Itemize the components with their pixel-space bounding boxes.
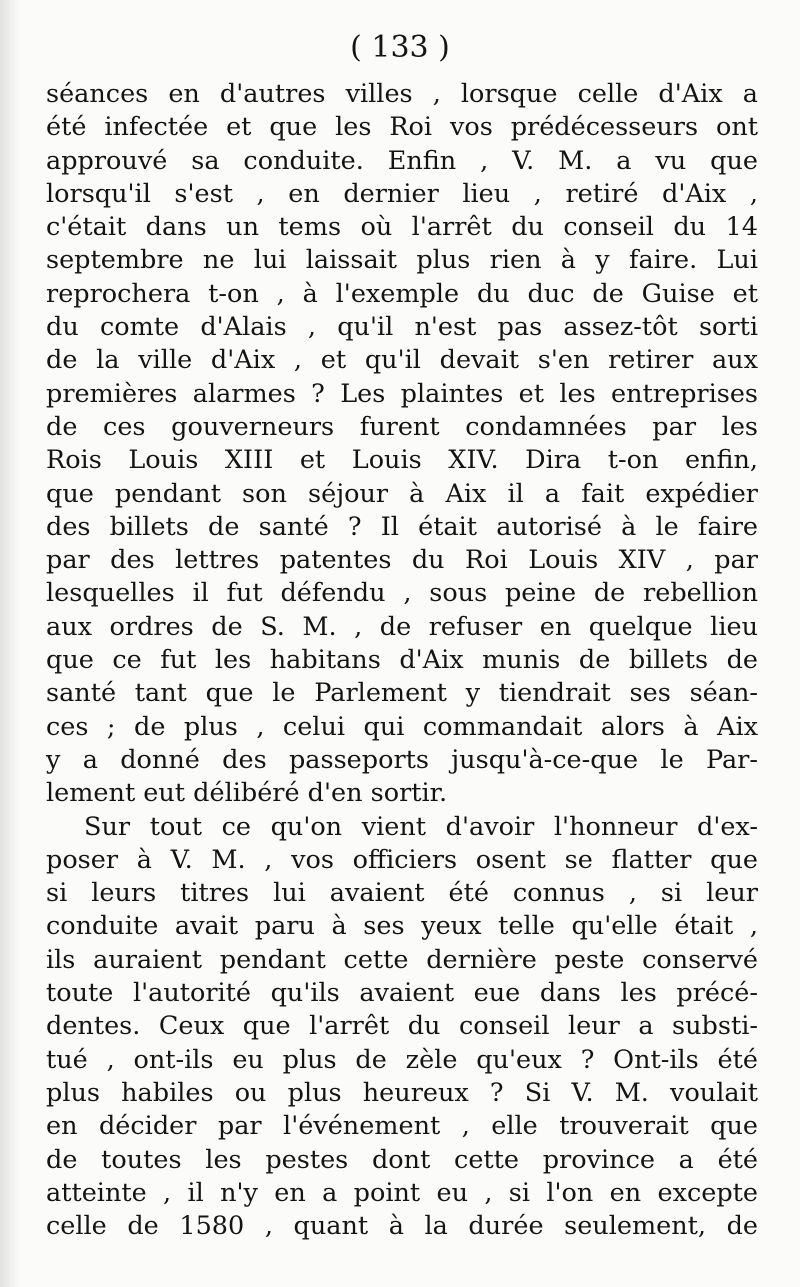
- text-line: plus habiles ou plus heureux ? Si V. M. voulait: [46, 1077, 758, 1108]
- text-line: de toutes les pestes dont cette province a été: [46, 1144, 758, 1175]
- text-line: poser à V. M. , vos officiers osent se flatter que: [46, 844, 758, 875]
- text-line: approuvé sa conduite. Enfin , V. M. a vu que: [46, 145, 758, 176]
- text-line: dentes. Ceux que l'arrêt du conseil leur a substi-: [46, 1011, 758, 1042]
- text-line: par des lettres patentes du Roi Louis XIV , par: [46, 545, 758, 576]
- text-line: en décider par l'événement , elle trouverait que: [46, 1111, 758, 1142]
- text-line-paragraph-end: lement eut délibéré d'en sortir.: [46, 778, 448, 809]
- text-line: que pendant son séjour à Aix il a fait expédier: [46, 478, 758, 509]
- text-line: santé tant que le Parlement y tiendrait ses séan-: [46, 678, 758, 709]
- text-line: atteinte , il n'y en a point eu , si l'on en excepte: [46, 1177, 758, 1208]
- text-line: premières alarmes ? Les plaintes et les entreprises: [46, 378, 758, 409]
- text-line: ces ; de plus , celui qui commandait alors à Aix: [46, 711, 758, 742]
- text-line: conduite avait paru à ses yeux telle qu'elle était ,: [46, 911, 758, 942]
- text-line: séances en d'autres villes , lorsque celle d'Aix a: [46, 79, 758, 109]
- text-line: tué , ont-ils eu plus de zèle qu'eux ? Ont-ils été: [46, 1044, 758, 1075]
- text-line: du comte d'Alais , qu'il n'est pas assez-tôt sorti: [46, 312, 758, 343]
- text-line: septembre ne lui laissait plus rien à y faire. Lui: [46, 245, 758, 276]
- text-line: de ces gouverneurs furent condamnées par les: [46, 411, 758, 442]
- text-line: reprochera t-on , à l'exemple du duc de Guise et: [46, 278, 758, 309]
- text-line: de la ville d'Aix , et qu'il devait s'en retirer aux: [46, 345, 758, 376]
- text-line: y a donné des passeports jusqu'à-ce-que le Par-: [46, 744, 758, 775]
- text-line: toute l'autorité qu'ils avaient eue dans les précé-: [46, 978, 758, 1009]
- text-line: des billets de santé ? Il était autorisé à le faire: [46, 511, 758, 542]
- text-line: Rois Louis XIII et Louis XIV. Dira t-on enfin,: [46, 445, 758, 476]
- page-number: ( 133 ): [350, 30, 450, 65]
- text-line: été infectée et que les Roi vos prédécesseurs ont: [46, 112, 758, 143]
- text-line: celle de 1580 , quant à la durée seulement, de: [46, 1211, 758, 1242]
- text-line: lesquelles il fut défendu , sous peine de rebellion: [46, 578, 758, 609]
- text-line: si leurs titres lui avaient été connus , si leur: [46, 878, 758, 909]
- text-line: ils auraient pendant cette dernière peste conservé: [46, 944, 758, 975]
- text-line: c'était dans un tems où l'arrêt du conseil du 14: [46, 212, 758, 243]
- text-line: aux ordres de S. M. , de refuser en quelque lieu: [46, 611, 758, 642]
- text-line: lorsqu'il s'est , en dernier lieu , retiré d'Aix ,: [46, 178, 758, 209]
- page-edge-shadow: [0, 0, 20, 1287]
- text-line: que ce fut les habitans d'Aix munis de billets de: [46, 645, 758, 676]
- body-text: [46, 78, 758, 1243]
- text-line-paragraph-start: Sur tout ce qu'on vient d'avoir l'honneur d'ex-: [84, 811, 758, 842]
